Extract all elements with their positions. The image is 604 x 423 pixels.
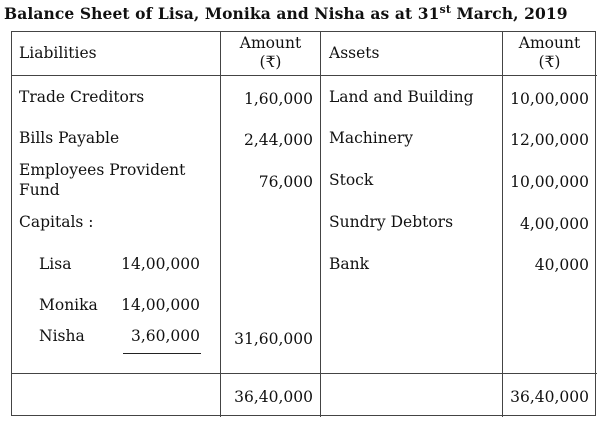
liability-amount: 2,44,000: [243, 131, 313, 149]
asset-label: Machinery: [329, 129, 414, 147]
asset-amount: 10,00,000: [510, 90, 589, 108]
asset-label: Land and Building: [329, 88, 474, 106]
asset-label: Sundry Debtors: [329, 213, 454, 231]
capital-partner-value: 14,00,000: [121, 255, 200, 273]
balance-sheet-table: [11, 31, 597, 417]
column-divider: [220, 31, 221, 417]
header-amount-liabilities: [221, 34, 320, 72]
title-suffix: March, 2019: [451, 4, 568, 23]
liability-amount: 76,000: [258, 173, 313, 191]
capital-partner-name: Lisa: [39, 255, 72, 273]
capitals-total: 31,60,000: [234, 330, 313, 348]
capital-partner-value: 3,60,000: [130, 327, 200, 345]
capital-partner-name: Nisha: [39, 327, 85, 345]
asset-amount: 10,00,000: [510, 173, 589, 191]
asset-amount: 12,00,000: [510, 131, 589, 149]
liability-label: Trade Creditors: [19, 88, 145, 106]
header-divider: [11, 75, 597, 76]
title-superscript: st: [439, 3, 452, 16]
total-assets: 36,40,000: [510, 388, 589, 406]
header-amount-assets: [503, 34, 596, 72]
liability-label: Employees Provident: [19, 161, 186, 179]
asset-label: Bank: [329, 255, 370, 273]
header-assets: Assets: [329, 44, 380, 62]
header-amount-label: Amount: [239, 34, 302, 52]
capital-partner-name: Monika: [39, 296, 98, 314]
header-currency-label: (₹): [259, 53, 282, 71]
liability-label: Bills Payable: [19, 129, 120, 147]
page-title: [4, 3, 568, 23]
liability-amount: 1,60,000: [243, 90, 313, 108]
liability-label-continued: Fund: [19, 181, 60, 199]
total-divider: [11, 373, 597, 374]
header-currency-label: (₹): [538, 53, 561, 71]
capital-sum-underline: [123, 353, 201, 354]
total-liabilities: 36,40,000: [234, 388, 313, 406]
asset-amount: 4,00,000: [519, 215, 589, 233]
capital-partner-value: 14,00,000: [121, 296, 200, 314]
header-liabilities: Liabilities: [19, 44, 97, 62]
asset-label: Stock: [329, 171, 374, 189]
capitals-label: Capitals :: [19, 213, 94, 231]
column-divider: [320, 31, 321, 417]
title-text: Balance Sheet of Lisa, Monika and Nisha as at 31: [4, 4, 440, 23]
header-amount-label: Amount: [518, 34, 581, 52]
asset-amount: 40,000: [534, 256, 589, 274]
